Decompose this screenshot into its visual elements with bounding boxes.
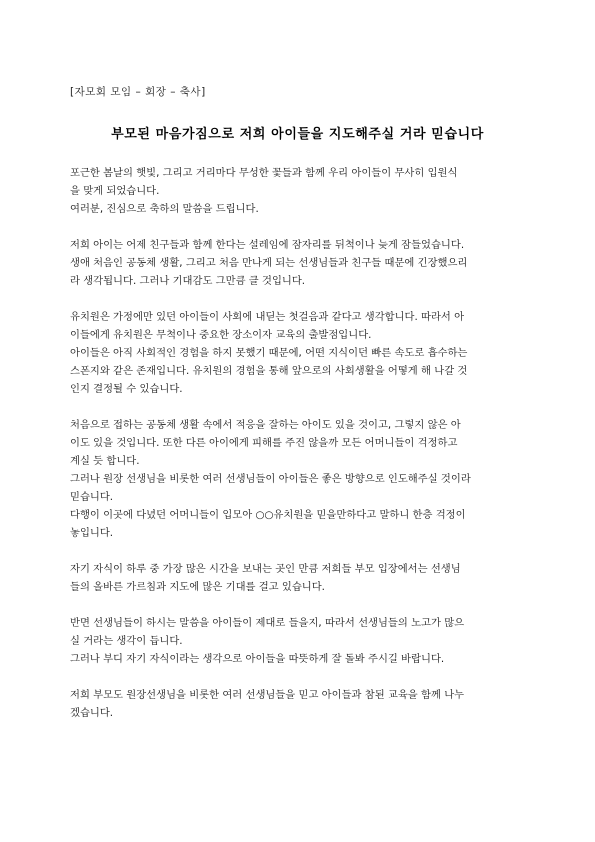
paragraph — [70, 614, 530, 668]
document-title: 부모된 마음가짐으로 저희 아이들을 지도해주실 거라 믿습니다 — [111, 127, 484, 142]
text-line: 그러나 원장 선생님을 비롯한 여러 선생님들이 아이들은 좋은 방향으로 인도해주실 것이라 — [70, 473, 471, 485]
text-line: 여러분, 진심으로 축하의 말씀을 드립니다. — [70, 203, 259, 215]
text-line: 저희 부모도 원장선생님을 비롯한 여러 선생님들을 믿고 아이들과 참된 교육을 함께 나누 — [70, 689, 465, 701]
text-line: 계실 듯 합니다. — [70, 455, 140, 467]
text-line: 들의 올바른 가르침과 지도에 많은 기대를 걸고 있습니다. — [70, 581, 325, 593]
text-line: 을 맞게 되었습니다. — [70, 185, 160, 197]
text-line: 포근한 봄날의 햇빛, 그리고 거리마다 무성한 꽃들과 함께 우리 아이들이 무사히 입원식 — [70, 167, 458, 179]
text-line: 생애 처음인 공동체 생활, 그리고 처음 만나게 되는 선생님들과 친구들 때문에 긴장했으리 — [70, 257, 468, 269]
text-line: 유치원은 가정에만 있던 아이들이 사회에 내딛는 첫걸음과 같다고 생각합니다. 따라서 아 — [70, 311, 465, 323]
text-line: 실 거라는 생각이 듭니다. — [70, 635, 183, 647]
text-line: 저희 아이는 어제 친구들과 함께 한다는 설레임에 잠자리를 뒤척이나 늦게 잠들었습니다. — [70, 239, 465, 251]
paragraph — [70, 308, 530, 398]
text-line: 자기 자식이 하루 중 가장 많은 시간을 보내는 곳인 만큼 저희들 부모 입장에서는 선생님 — [70, 563, 461, 575]
text-line: 이들에게 유치원은 무척이나 중요한 장소이자 교육의 출발점입니다. — [70, 329, 372, 341]
text-line: 반면 선생님들이 하시는 말씀을 아이들이 제대로 들을지, 따라서 선생님들의 노고가 많으 — [70, 617, 465, 629]
document-body — [70, 164, 530, 740]
text-line: 겠습니다. — [70, 707, 114, 719]
text-line: 처음으로 접하는 공동체 생활 속에서 적응을 잘하는 아이도 있을 것이고, 그렇지 않은 아 — [70, 419, 461, 431]
text-line: 라 생각됩니다. 그러나 기대감도 그만큼 클 것입니다. — [70, 275, 306, 287]
paragraph — [70, 560, 530, 596]
paragraph — [70, 686, 530, 722]
paragraph — [70, 236, 530, 290]
text-line: 다행이 이곳에 다녔던 어머니들이 입모아 ○○유치원을 믿을만하다고 말하니 한층 걱정이 — [70, 509, 466, 521]
text-line: 놓입니다. — [70, 527, 114, 539]
text-line: 스폰지와 같은 존재입니다. 유치원의 경험을 통해 앞으로의 사회생활을 어떻게 해 나갈 것 — [70, 365, 468, 377]
paragraph — [70, 416, 530, 542]
text-line: 아이들은 아직 사회적인 경험을 하지 못했기 때문에, 어떤 지식이던 빠른 속도로 흡수하는 — [70, 347, 468, 359]
document-header: [자모회 모임 – 회장 – 축사] — [70, 86, 206, 98]
text-line: 믿습니다. — [70, 491, 114, 503]
text-line: 그러나 부디 자기 자식이라는 생각으로 아이들을 따뜻하게 잘 돌봐 주시길 바랍니다. — [70, 653, 445, 665]
paragraph — [70, 164, 530, 218]
text-line: 이도 있을 것입니다. 또한 다른 아이에게 피해를 주진 않을까 모든 어머니들이 걱정하고 — [70, 437, 458, 449]
text-line: 인지 결정될 수 있습니다. — [70, 383, 183, 395]
